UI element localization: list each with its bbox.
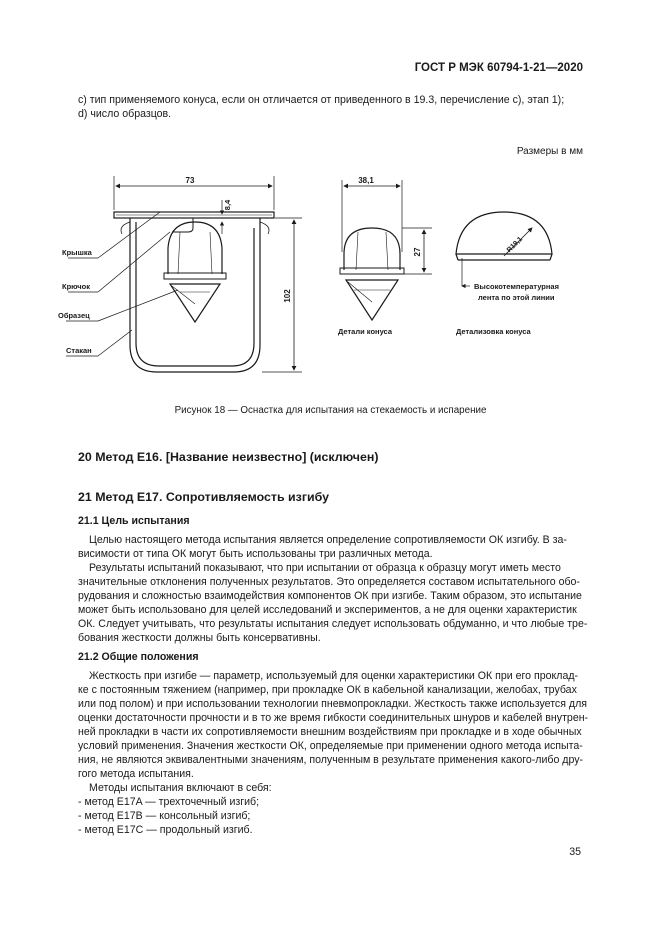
paragraph-line: условий применения. Значения жесткости ОК, определяемые при применении одного метода испыта- (78, 740, 583, 752)
paragraph-line: ней прокладки в части их сопротивляемости внешним воздействиям при прокладке и в ходе обычных (78, 726, 582, 738)
figure-caption: Рисунок 18 — Оснастка для испытания на стекаемость и испарение (174, 405, 487, 416)
paragraph-line: оценки достаточности прочности и в то же время гибкости соединительных шнуров и кабелей внутрен- (78, 712, 589, 724)
cup-shape (130, 218, 260, 372)
paragraph-line: может быть использовано для целей исследований и экспериментов, а не для оценки характеристик (78, 604, 577, 616)
paragraph-line: или под полом) и при использовании технологии пневмопрокладки. Жесткость также используется для (78, 698, 588, 710)
label-tape-line-1: Высокотемпературная (474, 282, 559, 291)
dimension-38-1: 38,1 (358, 176, 374, 185)
list-item: - метод E17B — консольный изгиб; (78, 810, 251, 822)
paragraph-line: Результаты испытаний показывают, что при испытании от образца к образцу могут иметь место (89, 562, 561, 574)
subsection-21-2-heading: 21.2 Общие положения (78, 651, 199, 663)
page-number: 35 (569, 846, 581, 858)
paragraph-line: Методы испытания включают в себя: (89, 782, 272, 794)
cone-marking-drawing (456, 212, 552, 286)
dimension-8-4: 8,4 (223, 199, 232, 211)
label-sample: Образец (58, 311, 90, 320)
label-cone-details: Детали конуса (338, 327, 392, 336)
dimension-27: 27 (413, 247, 422, 257)
paragraph-line: ОК. Следует учитывать, что результаты испытания следует использовать обдуманно, и что любые тре- (78, 618, 588, 630)
cone-shape (168, 222, 222, 274)
test-fixture-figure (0, 160, 661, 390)
intro-line: d) число образцов. (78, 108, 172, 120)
paragraph-line: ния, не являются эквивалентными значениям, полученным в результате применения какого-либо дру- (78, 754, 584, 766)
section-21-heading: 21 Метод E17. Сопротивляемость изгибу (78, 490, 329, 504)
label-cup: Стакан (66, 346, 92, 355)
paragraph-line: Жесткость при изгибе — параметр, используемый для оценки характеристики ОК при его проклад- (89, 670, 579, 682)
dimension-102: 102 (283, 289, 292, 303)
units-note: Размеры в мм (516, 146, 583, 157)
intro-line: c) тип применяемого конуса, если он отличается от приведенного в 19.3, перечисление c), этап 1); (78, 94, 565, 106)
paragraph-line: ке с постоянным тяжением (например, при прокладке ОК в кабельной канализации, желобах, трубах (78, 684, 577, 696)
label-tape-line-2: лента по этой линии (478, 293, 555, 302)
document-header: ГОСТ Р МЭК 60794-1-21—2020 (414, 62, 583, 74)
label-cone-marking: Детализовка конуса (456, 327, 531, 336)
list-item: - метод E17A — трехточечный изгиб; (78, 796, 260, 808)
paragraph-line: Целью настоящего метода испытания является определение сопротивляемости ОК изгибу. В за- (89, 534, 567, 546)
list-item: - метод E17C — продольный изгиб. (78, 824, 253, 836)
label-cover: Крышка (62, 248, 92, 257)
paragraph-line: гого метода испытания. (78, 768, 194, 780)
dimension-73: 73 (185, 176, 195, 185)
paragraph-line: значительные отклонения полученных результатов. Это определяется составом испытательного обо- (78, 576, 580, 588)
label-hook: Крючок (62, 282, 90, 291)
paragraph-line: висимости от типа ОК могут быть использованы три различных метода. (78, 548, 433, 560)
paragraph-line: рудования и сложностью взаимодействия компонентов ОК при изгибе. Таким образом, это испытание (78, 590, 582, 602)
dimension-radius: R19,1 (505, 235, 525, 255)
section-20-heading: 20 Метод E16. [Название неизвестно] (исключен) (78, 450, 379, 464)
paragraph-line: бования жесткости должны быть консервативны. (78, 632, 321, 644)
subsection-21-1-heading: 21.1 Цель испытания (78, 515, 190, 527)
cup-assembly-drawing (66, 176, 302, 372)
